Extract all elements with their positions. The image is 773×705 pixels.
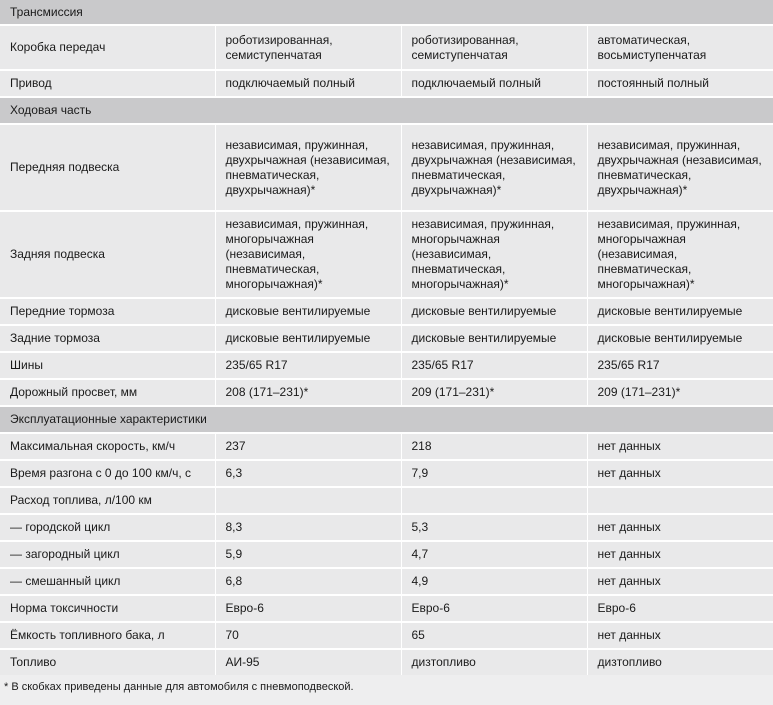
value-cell: 4,9 <box>401 568 587 595</box>
value-cell: независимая, пружинная, двухрычажная (независимая, пневматическая, двухрычажная)* <box>401 124 587 211</box>
value-cell: автоматическая, восьмиступенчатая <box>587 25 773 70</box>
table-row <box>0 541 773 568</box>
value-cell: 70 <box>215 622 401 649</box>
section-header <box>0 0 773 25</box>
row-label: Шины <box>0 352 215 379</box>
row-label: Задние тормоза <box>0 325 215 352</box>
value-cell: нет данных <box>587 541 773 568</box>
value-cell: 209 (171–231)* <box>587 379 773 406</box>
row-label: Топливо <box>0 649 215 676</box>
row-label: Норма токсичности <box>0 595 215 622</box>
value-cell: роботизированная, семиступенчатая <box>401 25 587 70</box>
row-label: Время разгона с 0 до 100 км/ч, с <box>0 460 215 487</box>
table-row <box>0 433 773 460</box>
value-cell <box>215 487 401 514</box>
value-cell: независимая, пружинная, многорычажная (независимая, пневматическая, многорычажная)* <box>587 211 773 298</box>
value-cell: независимая, пружинная, двухрычажная (независимая, пневматическая, двухрычажная)* <box>587 124 773 211</box>
section-header <box>0 406 773 433</box>
row-label: Задняя подвеска <box>0 211 215 298</box>
table-row <box>0 25 773 70</box>
value-cell <box>401 487 587 514</box>
value-cell: 6,3 <box>215 460 401 487</box>
value-cell: Евро-6 <box>215 595 401 622</box>
table-row <box>0 70 773 97</box>
table-row <box>0 460 773 487</box>
table-row <box>0 568 773 595</box>
table-row <box>0 379 773 406</box>
value-cell: дисковые вентилируемые <box>587 325 773 352</box>
value-cell: 4,7 <box>401 541 587 568</box>
value-cell <box>587 487 773 514</box>
row-label: Привод <box>0 70 215 97</box>
value-cell: Евро-6 <box>401 595 587 622</box>
section-header <box>0 97 773 124</box>
value-cell: нет данных <box>587 460 773 487</box>
table-row <box>0 298 773 325</box>
value-cell: АИ-95 <box>215 649 401 676</box>
table-row <box>0 211 773 298</box>
value-cell: 235/65 R17 <box>215 352 401 379</box>
value-cell: 7,9 <box>401 460 587 487</box>
value-cell: нет данных <box>587 622 773 649</box>
table-row <box>0 622 773 649</box>
table-row <box>0 649 773 676</box>
value-cell: 65 <box>401 622 587 649</box>
section-title: Эксплуатационные характеристики <box>0 406 773 433</box>
value-cell: Евро-6 <box>587 595 773 622</box>
value-cell: дисковые вентилируемые <box>215 298 401 325</box>
value-cell: постоянный полный <box>587 70 773 97</box>
row-label: — смешанный цикл <box>0 568 215 595</box>
value-cell: 209 (171–231)* <box>401 379 587 406</box>
value-cell: дизтопливо <box>587 649 773 676</box>
value-cell: 235/65 R17 <box>587 352 773 379</box>
value-cell: независимая, пружинная, многорычажная (независимая, пневматическая, многорычажная)* <box>401 211 587 298</box>
table-row <box>0 325 773 352</box>
value-cell: дисковые вентилируемые <box>401 298 587 325</box>
value-cell: дисковые вентилируемые <box>215 325 401 352</box>
value-cell: независимая, пружинная, многорычажная (независимая, пневматическая, многорычажная)* <box>215 211 401 298</box>
value-cell: 235/65 R17 <box>401 352 587 379</box>
value-cell: подключаемый полный <box>215 70 401 97</box>
table-row <box>0 514 773 541</box>
row-label: Ёмкость топливного бака, л <box>0 622 215 649</box>
value-cell: дизтопливо <box>401 649 587 676</box>
value-cell: дисковые вентилируемые <box>587 298 773 325</box>
section-title: Трансмиссия <box>0 0 773 25</box>
value-cell: 5,3 <box>401 514 587 541</box>
value-cell: нет данных <box>587 514 773 541</box>
row-label: Коробка передач <box>0 25 215 70</box>
row-label: — городской цикл <box>0 514 215 541</box>
value-cell: 8,3 <box>215 514 401 541</box>
value-cell: независимая, пружинная, двухрычажная (независимая, пневматическая, двухрычажная)* <box>215 124 401 211</box>
value-cell: подключаемый полный <box>401 70 587 97</box>
row-label: Дорожный просвет, мм <box>0 379 215 406</box>
section-title: Ходовая часть <box>0 97 773 124</box>
table-row <box>0 124 773 211</box>
row-label: Передняя подвеска <box>0 124 215 211</box>
row-label: Максимальная скорость, км/ч <box>0 433 215 460</box>
row-label: Передние тормоза <box>0 298 215 325</box>
value-cell: 208 (171–231)* <box>215 379 401 406</box>
table-row <box>0 487 773 514</box>
value-cell: 5,9 <box>215 541 401 568</box>
value-cell: роботизированная, семиступенчатая <box>215 25 401 70</box>
value-cell: нет данных <box>587 433 773 460</box>
value-cell: 237 <box>215 433 401 460</box>
value-cell: дисковые вентилируемые <box>401 325 587 352</box>
table-row <box>0 352 773 379</box>
footnote: * В скобках приведены данные для автомобиля с пневмоподвеской. <box>0 675 773 705</box>
row-label: Расход топлива, л/100 км <box>0 487 215 514</box>
value-cell: нет данных <box>587 568 773 595</box>
table-row <box>0 595 773 622</box>
row-label: — загородный цикл <box>0 541 215 568</box>
value-cell: 218 <box>401 433 587 460</box>
value-cell: 6,8 <box>215 568 401 595</box>
